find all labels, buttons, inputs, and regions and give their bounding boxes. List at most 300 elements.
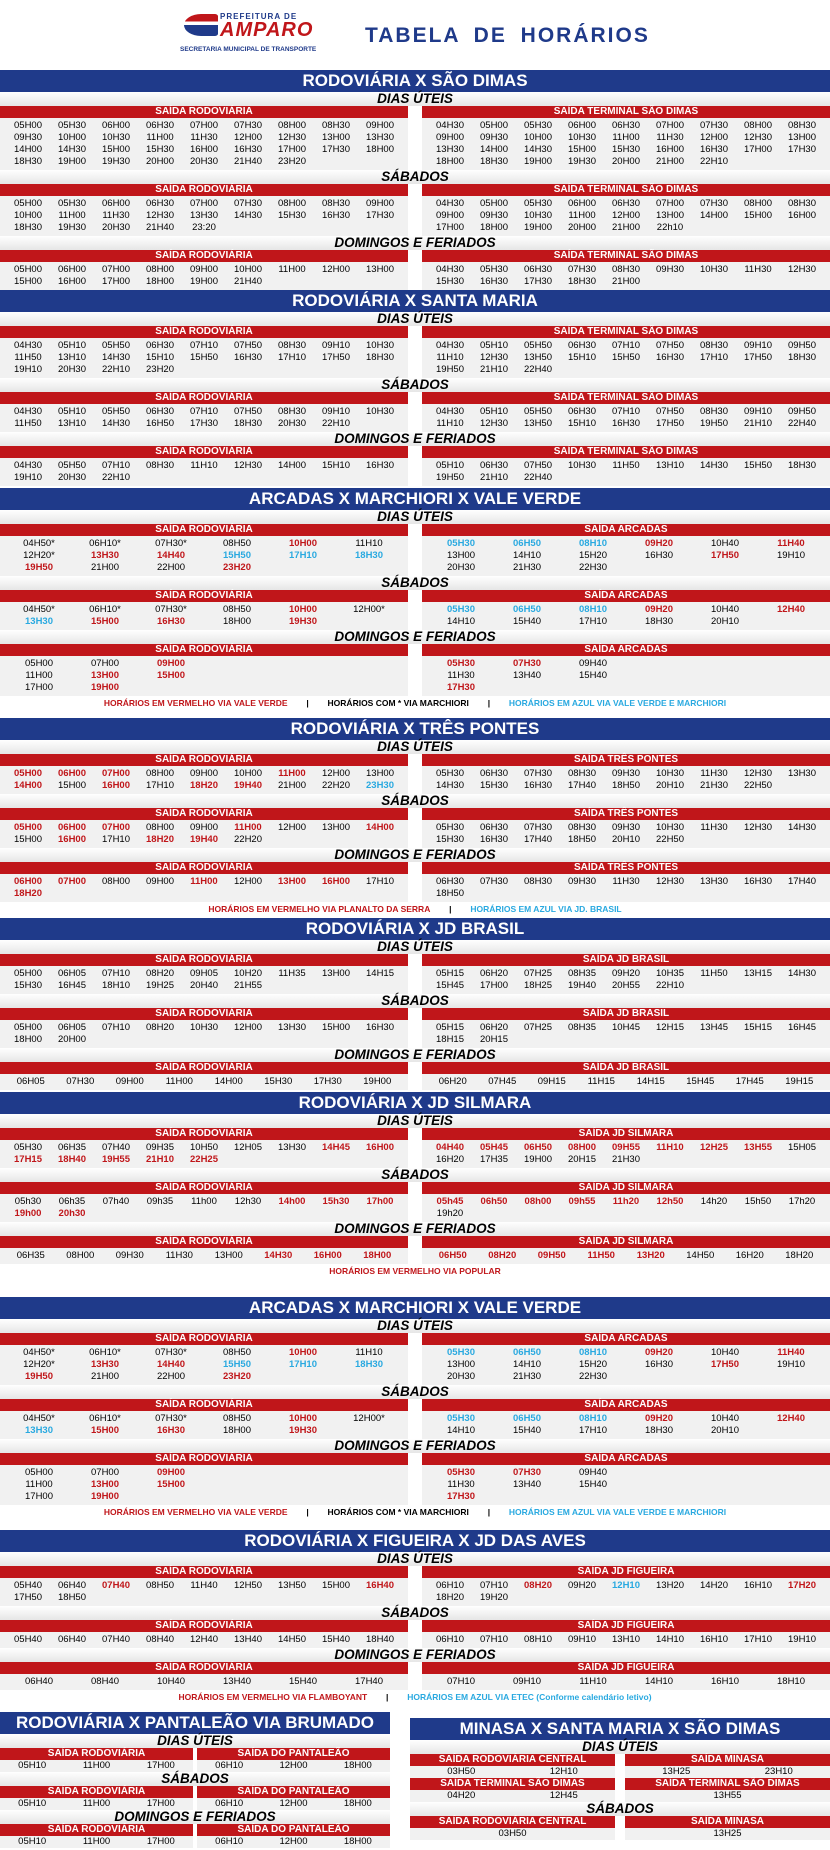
time-cell: 04H20 <box>447 1790 476 1801</box>
route-table <box>0 918 830 1090</box>
time-cell: 14H10 <box>656 1634 684 1645</box>
route-legend-note <box>0 1690 830 1704</box>
day-type-label: DOMINGOS E FERIADOS <box>0 848 830 862</box>
time-row <box>6 210 402 222</box>
route-table <box>0 1297 830 1519</box>
time-cell: 16H30 <box>322 210 350 221</box>
empty-cell <box>138 1208 182 1220</box>
time-cell: 15H15 <box>744 1022 772 1033</box>
time-cell: 06H05 <box>58 968 86 979</box>
time-cell: 15H30 <box>264 1076 293 1087</box>
time-row <box>428 418 824 430</box>
time-cell: 22H30 <box>579 1371 607 1382</box>
time-cell: 05H30 <box>524 120 552 131</box>
day-type-label: DOMINGOS E FERIADOS <box>0 1648 830 1662</box>
time-cell: 13H40 <box>513 670 541 681</box>
empty-cell <box>270 1467 336 1479</box>
time-cell: 08H30 <box>568 822 596 833</box>
time-row <box>428 888 824 900</box>
time-cell: 06H50 <box>513 1413 541 1424</box>
departure-header: SAÍDA RODOVIÁRIA <box>0 862 408 874</box>
time-row <box>428 1208 824 1220</box>
time-cell: 14H20 <box>700 1580 728 1591</box>
time-cell: 13H00 <box>322 968 350 979</box>
time-cell: 15H30 <box>436 276 464 287</box>
empty-cell <box>94 1034 138 1046</box>
time-cell: 09H40 <box>579 658 607 669</box>
time-grid <box>422 1140 830 1168</box>
departure-header: SAÍDA RODOVIÁRIA CENTRAL <box>410 1754 615 1766</box>
time-cell: 15H30 <box>146 144 174 155</box>
time-cell: 21H00 <box>91 1371 119 1382</box>
time-cell: 13H15 <box>744 968 772 979</box>
time-cell: 23H20 <box>278 156 306 167</box>
departure-block <box>422 754 830 794</box>
time-cell: 17H10 <box>744 1634 772 1645</box>
time-cell: 18H30 <box>645 616 673 627</box>
time-cell: 14H10 <box>447 1425 475 1436</box>
time-cell: 19H30 <box>289 616 317 627</box>
departure-block <box>0 862 408 902</box>
departure-block <box>422 1333 830 1385</box>
empty-cell <box>560 472 604 484</box>
time-grid <box>0 1578 408 1606</box>
time-cell: 13H00 <box>447 550 475 561</box>
departure-header: SAÍDA RODOVIÁRIA <box>0 1062 408 1074</box>
time-cell: 18H30 <box>366 352 394 363</box>
time-cell: 09H50 <box>788 340 816 351</box>
time-cell: 18H30 <box>14 156 42 167</box>
route-table <box>0 488 830 710</box>
time-row <box>6 1076 402 1088</box>
time-cell: 22H50 <box>656 834 684 845</box>
time-cell: 15H00 <box>14 834 42 845</box>
time-cell: 22H50 <box>744 780 772 791</box>
empty-cell <box>736 1592 780 1604</box>
time-grid <box>0 1248 408 1264</box>
time-cell: 19H50 <box>700 418 728 429</box>
time-cell: 10H30 <box>190 1022 218 1033</box>
empty-cell <box>314 1208 358 1220</box>
time-row <box>6 144 402 156</box>
empty-cell <box>516 1208 560 1220</box>
time-grid <box>0 118 408 170</box>
time-row <box>6 132 402 144</box>
time-cell: 11H10 <box>355 1347 383 1358</box>
time-cell: 07H10 <box>102 460 130 471</box>
empty-cell <box>736 1208 780 1220</box>
departure-block <box>0 1333 408 1385</box>
time-cell: 12H40 <box>777 604 805 615</box>
departure-block <box>422 1062 830 1090</box>
time-cell: 13H30 <box>366 132 394 143</box>
empty-cell <box>270 364 314 376</box>
time-grid <box>0 602 408 630</box>
departure-block <box>0 1662 408 1690</box>
time-row <box>6 968 402 980</box>
time-cell: 13H30 <box>25 1425 53 1436</box>
empty-cell <box>270 1371 336 1383</box>
time-grid <box>0 1674 408 1690</box>
departure-header: SAÍDA TERMINAL SÃO DIMAS <box>422 392 830 404</box>
time-cell: 09H00 <box>436 210 464 221</box>
time-cell: 12H40 <box>190 1634 218 1645</box>
time-cell: 13H45 <box>700 1022 728 1033</box>
departure-header: SAÍDA RODOVIÁRIA <box>0 524 408 536</box>
time-cell: 17h00 <box>366 1196 394 1207</box>
time-cell: 04H30 <box>14 460 42 471</box>
time-cell: 22H10 <box>700 156 728 167</box>
time-cell: 13H30 <box>788 768 816 779</box>
time-cell: 09H30 <box>14 132 42 143</box>
time-cell: 08H00 <box>744 120 772 131</box>
time-cell: 10H00 <box>524 132 552 143</box>
time-cell: 13H40 <box>513 1479 541 1490</box>
time-grid <box>0 656 408 696</box>
time-cell: 08H50 <box>223 1347 251 1358</box>
empty-cell <box>604 888 648 900</box>
empty-cell <box>626 682 692 694</box>
empty-cell <box>692 682 758 694</box>
time-cell: 14H15 <box>636 1076 665 1087</box>
departure-header: SAÍDA ARCADAS <box>422 1333 830 1345</box>
time-cell: 08H10 <box>524 1634 552 1645</box>
empty-cell <box>336 670 402 682</box>
departure-block <box>0 1786 193 1810</box>
time-cell: 06H10 <box>436 1634 464 1645</box>
empty-cell <box>204 1467 270 1479</box>
time-row <box>6 780 402 792</box>
time-grid <box>0 1074 408 1090</box>
time-cell: 12h30 <box>234 1196 262 1207</box>
time-cell: 18H00 <box>146 276 174 287</box>
time-cell: 19h20 <box>436 1208 464 1219</box>
day-type-label: DIAS ÚTEIS <box>0 92 830 106</box>
time-cell: 09H30 <box>115 1250 144 1261</box>
time-cell: 11H40 <box>777 538 805 549</box>
time-cell: 17H00 <box>146 1760 175 1771</box>
time-cell: 14H30 <box>264 1250 293 1261</box>
time-cell: 06H10 <box>215 1760 244 1771</box>
route-title: MINASA X SANTA MARIA X SÃO DIMAS <box>410 1718 830 1740</box>
time-cell: 18H00 <box>343 1760 372 1771</box>
time-cell: 18H50 <box>568 834 596 845</box>
time-cell: 13H55 <box>713 1790 742 1801</box>
time-row <box>6 1467 402 1479</box>
time-cell: 09H30 <box>656 264 684 275</box>
time-cell: 13H50 <box>278 1580 306 1591</box>
time-row <box>0 1836 193 1848</box>
time-cell: 16H30 <box>744 876 772 887</box>
time-cell: 05H40 <box>14 1580 42 1591</box>
route-title: RODOVIÁRIA X PANTALEÃO VIA BRUMADO <box>0 1712 390 1734</box>
time-cell: 17H50 <box>322 352 350 363</box>
time-grid <box>422 656 830 696</box>
empty-cell <box>736 980 780 992</box>
time-cell: 16H00 <box>313 1250 342 1261</box>
empty-cell <box>336 562 402 574</box>
empty-cell <box>336 1467 402 1479</box>
time-cell: 07H40 <box>102 1580 130 1591</box>
time-cell: 12H00 <box>279 1760 308 1771</box>
time-row <box>6 352 402 364</box>
departure-block <box>410 1816 615 1840</box>
empty-cell <box>270 1592 314 1604</box>
time-cell: 18H00 <box>14 1034 42 1045</box>
time-cell: 17H00 <box>25 682 53 693</box>
day-type-label: DIAS ÚTEIS <box>0 1114 830 1128</box>
departure-block <box>422 446 830 486</box>
time-cell: 13H25 <box>713 1828 742 1839</box>
time-cell: 07H50 <box>234 340 262 351</box>
time-cell: 07H10 <box>480 1634 508 1645</box>
time-cell: 15H00 <box>157 670 185 681</box>
route-table <box>0 1530 830 1704</box>
empty-cell <box>336 1479 402 1491</box>
time-cell: 06H10 <box>215 1798 244 1809</box>
time-cell: 20H10 <box>711 616 739 627</box>
section-pair <box>410 1816 830 1840</box>
time-cell: 08H30 <box>322 198 350 209</box>
time-cell: 11H40 <box>190 1580 218 1591</box>
time-cell: 07H30 <box>513 658 541 669</box>
departure-header: SAÍDA RODOVIÁRIA <box>0 1333 408 1345</box>
empty-cell <box>560 1208 604 1220</box>
time-grid <box>0 1345 408 1385</box>
day-type-label: DIAS ÚTEIS <box>0 940 830 954</box>
time-row <box>428 1196 824 1208</box>
departure-block <box>422 1236 830 1264</box>
empty-cell <box>182 364 226 376</box>
departure-header: SAÍDA RODOVIÁRIA <box>0 1620 408 1632</box>
time-cell: 12H00 <box>278 822 306 833</box>
time-cell: 05H15 <box>436 968 464 979</box>
time-cell: 13H20 <box>636 1250 665 1261</box>
legend-text: HORÁRIOS COM * VIA MARCHIORI <box>327 1507 469 1517</box>
time-cell: 09H30 <box>480 132 508 143</box>
day-type-label: SÁBADOS <box>0 378 830 392</box>
time-cell: 07H30 <box>524 768 552 779</box>
time-cell: 08H50 <box>223 538 251 549</box>
time-cell: 08H00 <box>66 1250 95 1261</box>
time-cell: 16H00 <box>366 1142 394 1153</box>
departure-header: SAÍDA JD FIGUEIRA <box>422 1662 830 1674</box>
day-type-label: SÁBADOS <box>0 576 830 590</box>
time-cell: 14H10 <box>645 1676 673 1687</box>
time-cell: 16H30 <box>157 1425 185 1436</box>
time-cell: 15H10 <box>568 418 596 429</box>
time-cell: 08H00 <box>568 1142 596 1153</box>
time-cell: 15H00 <box>568 144 596 155</box>
time-cell: 12h50 <box>656 1196 684 1207</box>
time-cell: 05H45 <box>480 1142 508 1153</box>
time-cell: 11H30 <box>612 876 640 887</box>
section-pair <box>0 808 830 848</box>
departure-header: SAÍDA RODOVIÁRIA <box>0 106 408 118</box>
time-row <box>6 1196 402 1208</box>
time-cell: 19H15 <box>785 1076 814 1087</box>
time-cell: 15H10 <box>322 460 350 471</box>
time-cell: 11H30 <box>190 132 218 143</box>
empty-cell <box>226 1208 270 1220</box>
time-cell: 21H00 <box>612 222 640 233</box>
departure-block <box>422 1662 830 1690</box>
time-cell: 14H00 <box>366 822 394 833</box>
time-cell: 10H00 <box>289 538 317 549</box>
time-cell: 16H10 <box>744 1580 772 1591</box>
time-cell: 15H50 <box>612 352 640 363</box>
departure-header: SAÍDA ARCADAS <box>422 590 830 602</box>
time-cell: 06H30 <box>146 198 174 209</box>
time-cell: 06H30 <box>480 768 508 779</box>
time-cell: 16H50 <box>146 418 174 429</box>
time-cell: 18H30 <box>788 352 816 363</box>
time-cell: 17H20 <box>788 1580 816 1591</box>
time-cell: 06H00 <box>58 768 86 779</box>
departure-header: SAÍDA JD SILMARA <box>422 1128 830 1140</box>
time-cell: 12H00 <box>322 768 350 779</box>
time-cell: 06H35 <box>58 1142 86 1153</box>
time-cell: 08H00 <box>744 198 772 209</box>
time-cell: 17h20 <box>788 1196 816 1207</box>
time-cell: 21H00 <box>612 276 640 287</box>
time-cell: 05H00 <box>14 264 42 275</box>
time-cell: 13H10 <box>58 352 86 363</box>
time-row <box>6 1491 402 1503</box>
time-cell: 08H30 <box>612 264 640 275</box>
empty-cell <box>336 1491 402 1503</box>
day-type-label: DOMINGOS E FERIADOS <box>0 1222 830 1236</box>
time-cell: 11H00 <box>612 132 640 143</box>
section-pair <box>0 1182 830 1222</box>
time-row <box>428 1592 824 1604</box>
time-cell: 05H30 <box>480 264 508 275</box>
empty-cell <box>758 670 824 682</box>
empty-cell <box>358 156 402 168</box>
time-cell: 08H00 <box>102 876 130 887</box>
empty-cell <box>692 670 758 682</box>
time-cell: 18H10 <box>102 980 130 991</box>
time-cell: 16H45 <box>788 1022 816 1033</box>
time-row <box>428 264 824 276</box>
time-grid <box>422 1578 830 1606</box>
departure-block <box>0 644 408 696</box>
empty-cell <box>604 1208 648 1220</box>
time-cell: 15H50 <box>223 1359 251 1370</box>
time-row <box>6 340 402 352</box>
time-cell: 08H35 <box>568 968 596 979</box>
time-cell: 15H30 <box>278 210 306 221</box>
empty-cell <box>758 1491 824 1503</box>
empty-cell <box>516 1034 560 1046</box>
time-grid <box>0 404 408 432</box>
time-cell: 11H10 <box>656 1142 684 1153</box>
time-cell: 11H00 <box>82 1836 111 1847</box>
empty-cell <box>736 276 780 288</box>
departure-block <box>422 1566 830 1606</box>
time-cell: 04H50* <box>23 604 55 615</box>
time-cell: 20h30 <box>58 1208 86 1219</box>
time-row <box>6 1359 402 1371</box>
time-cell: 15H40 <box>322 1634 350 1645</box>
departure-block <box>422 326 830 378</box>
time-cell: 06H10* <box>89 1347 121 1358</box>
departure-block <box>0 1008 408 1048</box>
empty-cell <box>94 1592 138 1604</box>
day-type-label: DOMINGOS E FERIADOS <box>0 432 830 446</box>
time-cell: 05H50 <box>58 460 86 471</box>
time-cell: 06H20 <box>480 968 508 979</box>
time-cell: 10H45 <box>612 1022 640 1033</box>
time-row <box>625 1828 830 1840</box>
empty-cell <box>358 888 402 900</box>
time-cell: 17H10 <box>700 352 728 363</box>
time-row <box>410 1790 615 1802</box>
time-cell: 14H15 <box>366 968 394 979</box>
empty-cell <box>758 616 824 628</box>
time-row <box>6 876 402 888</box>
departure-header: SAÍDA RODOVIÁRIA <box>0 1399 408 1411</box>
time-cell: 05H30 <box>447 538 475 549</box>
time-grid <box>422 766 830 794</box>
time-row <box>428 538 824 550</box>
time-cell: 09H00 <box>366 198 394 209</box>
empty-cell <box>758 562 824 574</box>
time-cell: 17H30 <box>447 1491 475 1502</box>
empty-cell <box>138 682 204 694</box>
logo-name: AMPARO <box>220 19 314 41</box>
empty-cell <box>472 1208 516 1220</box>
time-cell: 07H10 <box>612 406 640 417</box>
time-cell: 20H10 <box>711 1425 739 1436</box>
departure-block <box>422 106 830 170</box>
logo-line1: PREFEITURA DE <box>220 12 298 21</box>
time-cell: 19H10 <box>777 1359 805 1370</box>
time-cell: 16H30 <box>480 834 508 845</box>
page-header <box>0 0 830 66</box>
time-cell: 21H30 <box>700 780 728 791</box>
time-grid <box>0 1411 408 1439</box>
departure-header: SAÍDA JD SILMARA <box>422 1236 830 1248</box>
time-cell: 07H10 <box>102 1022 130 1033</box>
time-cell: 22H10 <box>322 418 350 429</box>
time-cell: 10H50 <box>190 1142 218 1153</box>
time-row <box>6 472 402 484</box>
time-grid <box>0 1020 408 1048</box>
time-cell: 06H30 <box>436 876 464 887</box>
time-cell: 18H20 <box>146 834 174 845</box>
empty-cell <box>270 222 314 234</box>
empty-cell <box>626 1371 692 1383</box>
time-cell: 06H00 <box>58 264 86 275</box>
time-cell: 17H00 <box>436 222 464 233</box>
time-cell: 17H10 <box>278 352 306 363</box>
time-cell: 20H00 <box>58 1034 86 1045</box>
time-cell: 22H25 <box>190 1154 218 1165</box>
time-cell: 04H30 <box>436 120 464 131</box>
flag-icon <box>184 14 218 36</box>
departure-block <box>0 392 408 432</box>
empty-cell <box>780 1154 824 1166</box>
time-row <box>428 1491 824 1503</box>
route-title: RODOVIÁRIA X FIGUEIRA X JD DAS AVES <box>0 1530 830 1552</box>
empty-cell <box>692 980 736 992</box>
day-type-label: DIAS ÚTEIS <box>0 510 830 524</box>
time-cell: 20H10 <box>612 834 640 845</box>
time-row <box>428 1142 824 1154</box>
time-cell: 13H20 <box>656 1580 684 1591</box>
time-cell: 07H50 <box>656 340 684 351</box>
